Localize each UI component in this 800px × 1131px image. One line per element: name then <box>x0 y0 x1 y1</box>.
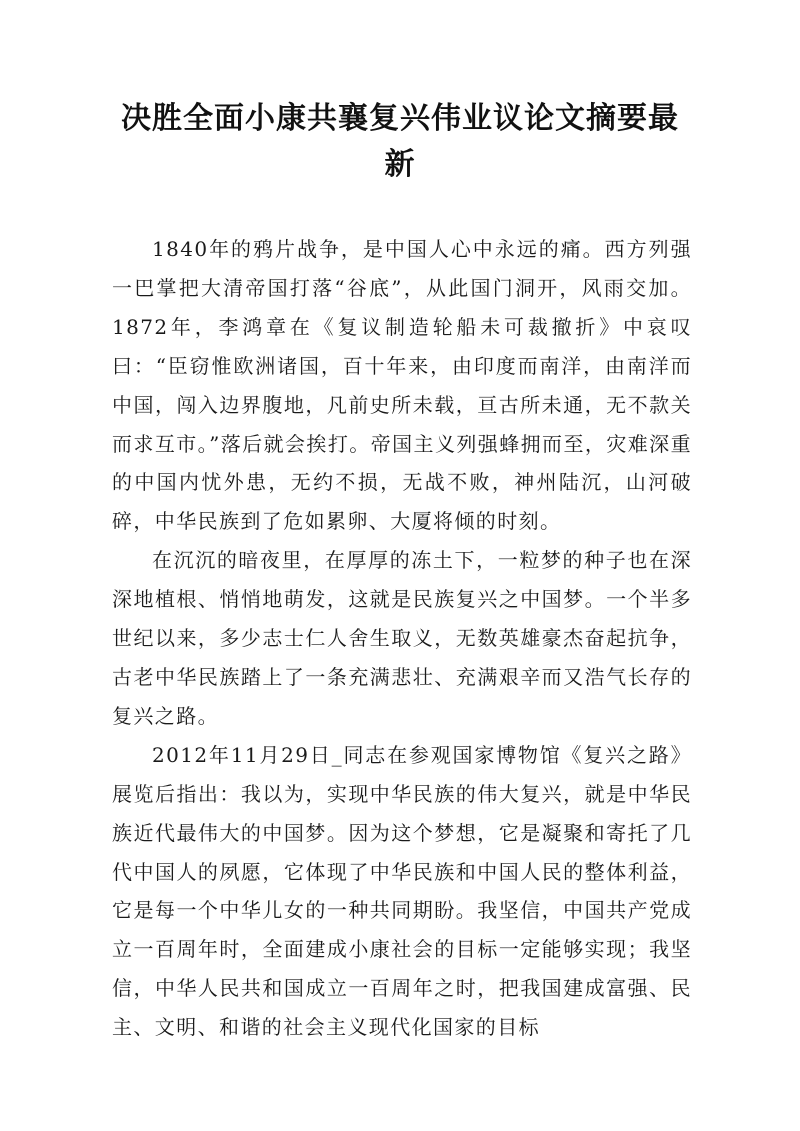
paragraph-2: 在沉沉的暗夜里，在厚厚的冻土下，一粒梦的种子也在深深地植根、悄悄地萌发，这就是民族复兴之中国梦。一个半多世纪以来，多少志士仁人舍生取义，无数英雄豪杰奋起抗争，古老中华民族踏上了一条充满悲壮、充满艰辛而又浩气长存的复兴之路。 <box>112 548 692 728</box>
paragraph-3: 2012年11月29日_同志在参观国家博物馆《复兴之路》展览后指出：我以为，实现中华民族的伟大复兴，就是中华民族近代最伟大的中国梦。因为这个梦想，它是凝聚和寄托了几代中国人的夙愿，它体现了中华民族和中国人民的整体利益，它是每一个中华儿女的一种共同期盼。我坚信，中国共产党成立一百周年时，全面建成小康社会的目标一定能够实现；我坚信，中华人民共和国成立一百周年之时，把我国建成富强、民主、文明、和谐的社会主义现代化国家的目标 <box>112 742 692 1040</box>
paragraph-1: 1840年的鸦片战争，是中国人心中永远的痛。西方列强一巴掌把大清帝国打落“谷底”，从此国门洞开，风雨交加。1872年，李鸿章在《复议制造轮船未可裁撤折》中哀叹曰：“臣窃惟欧洲诸国，百十年来，由印度而南洋，由南洋而中国，闯入边界腹地，凡前史所未载，亘古所未通，无不款关而求互市。”落后就会挨打。帝国主义列强蜂拥而至，灾难深重的中国内忧外患，无约不损，无战不败，神州陆沉，山河破碎，中华民族到了危如累卵、大厦将倾的时刻。 <box>112 237 692 534</box>
document-title: 决胜全面小康共襄复兴伟业议论文摘要最新 <box>121 101 679 182</box>
document-body <box>112 230 692 1047</box>
